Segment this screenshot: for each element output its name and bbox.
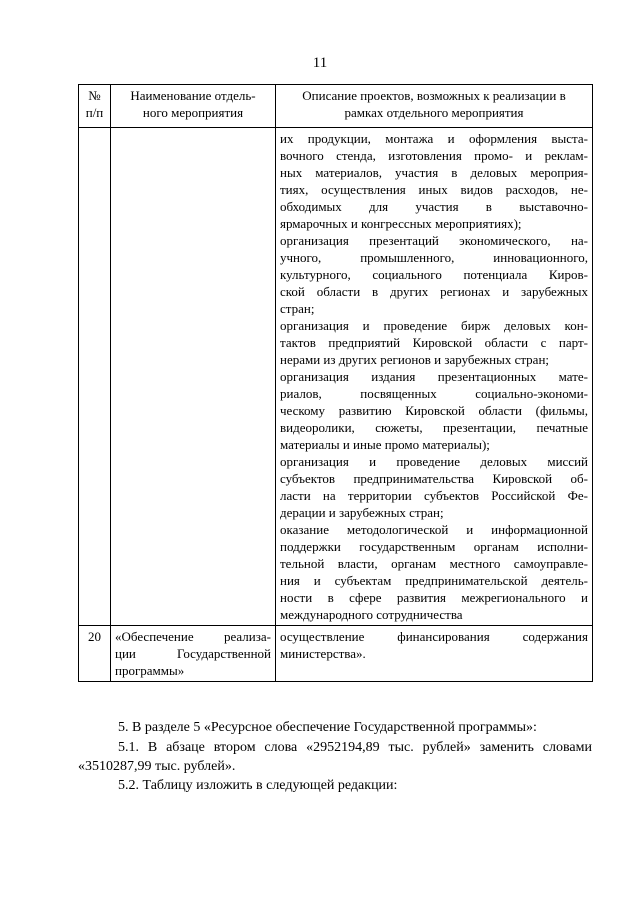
header-number-line-1: № (88, 88, 101, 103)
continuation-desc-line: организация презентаций экономического, на- (280, 233, 588, 248)
continuation-desc-line: вочного стенда, изготовления промо- и реклам- (280, 148, 588, 163)
continuation-name-cell (111, 128, 276, 626)
header-name-line-1: Наименование отдель- (130, 88, 256, 103)
continuation-desc-line: ных материалов, участия в деловых мероприя- (280, 165, 588, 180)
continuation-desc-line: культурного, социального потенциала Киров- (280, 267, 588, 282)
header-desc-line-2: рамках отдельного мероприятия (344, 105, 524, 120)
continuation-desc-line: риалов, посвященных социально-экономи- (280, 386, 588, 401)
continuation-desc-line: ласти на территории субъектов Российской Фе- (280, 488, 588, 503)
page-number: 11 (312, 55, 328, 71)
continuation-desc-line: дерации и зарубежных стран; (280, 505, 444, 520)
header-measure-name (111, 85, 276, 128)
continuation-desc-line: организация издания презентационных мате- (280, 369, 588, 384)
header-projects-description (276, 85, 593, 128)
continuation-desc-line: учного, промышленного, инновационного, (280, 250, 588, 265)
header-desc-line-1: Описание проектов, возможных к реализации в (302, 88, 566, 103)
continuation-description-cell (276, 128, 593, 626)
continuation-desc-line: тиях, осуществления иных видов расходов, не- (280, 182, 588, 197)
row-20-desc-line-1: осуществление финансирования содержания (280, 629, 588, 644)
continuation-desc-line: нерами из других регионов и зарубежных стран; (280, 352, 550, 367)
continuation-desc-line: субъектов предпринимательства Кировской об- (280, 471, 588, 486)
paragraph-section-5: 5. В разделе 5 «Ресурсное обеспечение Государственной программы»: (118, 720, 537, 735)
row-20-name-line-1: «Обеспечение реализа- (115, 629, 271, 644)
continuation-desc-line: оказание методологической и информационной (280, 522, 588, 537)
continuation-desc-line: видеоролики, сюжеты, презентации, печатные (280, 420, 588, 435)
row-20-number: 20 (79, 626, 111, 682)
continuation-desc-line: их продукции, монтажа и оформления выста- (280, 131, 588, 146)
measures-table (78, 84, 593, 682)
row-20-desc-line-2: министерства». (280, 646, 366, 661)
continuation-desc-line: поддержки государственным органам исполни- (280, 539, 588, 554)
header-number (79, 85, 111, 128)
continuation-desc-line: стран; (280, 301, 315, 316)
continuation-desc-line: ния и субъектам предпринимательской деятель- (280, 573, 588, 588)
paragraph-5-2: 5.2. Таблицу изложить в следующей редакции: (118, 778, 398, 793)
continuation-desc-line: материалы и иные промо материалы); (280, 437, 490, 452)
header-name-line-2: ного мероприятия (142, 105, 244, 120)
row-20-name-cell (111, 626, 276, 682)
continuation-desc-line: международного сотрудничества (280, 607, 463, 622)
table-row-continuation (79, 128, 593, 626)
table-row-20 (79, 626, 593, 682)
continuation-desc-line: ческому развитию Кировской области (фильмы, (280, 403, 588, 418)
continuation-desc-line: организация и проведение деловых миссий (280, 454, 588, 469)
paragraph-5-1: 5.1. В абзаце втором слова «2952194,89 тыс. рублей» заменить словами «3510287,99 тыс. рублей». (78, 740, 592, 774)
continuation-desc-line: ности в сфере развития межрегионального и (280, 590, 588, 605)
row-20-name-line-2: ции Государственной (115, 646, 271, 661)
continuation-desc-line: ской области в других регионах и зарубежных (280, 284, 588, 299)
continuation-desc-line: тельной власти, органам местного самоуправле- (280, 556, 588, 571)
row-20-description-cell (276, 626, 593, 682)
continuation-desc-line: ярмарочных и конгрессных мероприятиях); (280, 216, 522, 231)
table-header-row (79, 85, 593, 128)
continuation-desc-line: организация и проведение бирж деловых кон- (280, 318, 588, 333)
row-20-name-line-3: программы» (115, 663, 185, 678)
continuation-number-cell (79, 128, 111, 626)
header-number-line-2: п/п (85, 105, 104, 120)
continuation-desc-line: обходимых для участия в выставочно- (280, 199, 588, 214)
continuation-desc-line: тактов предприятий Кировской области с парт- (280, 335, 588, 350)
